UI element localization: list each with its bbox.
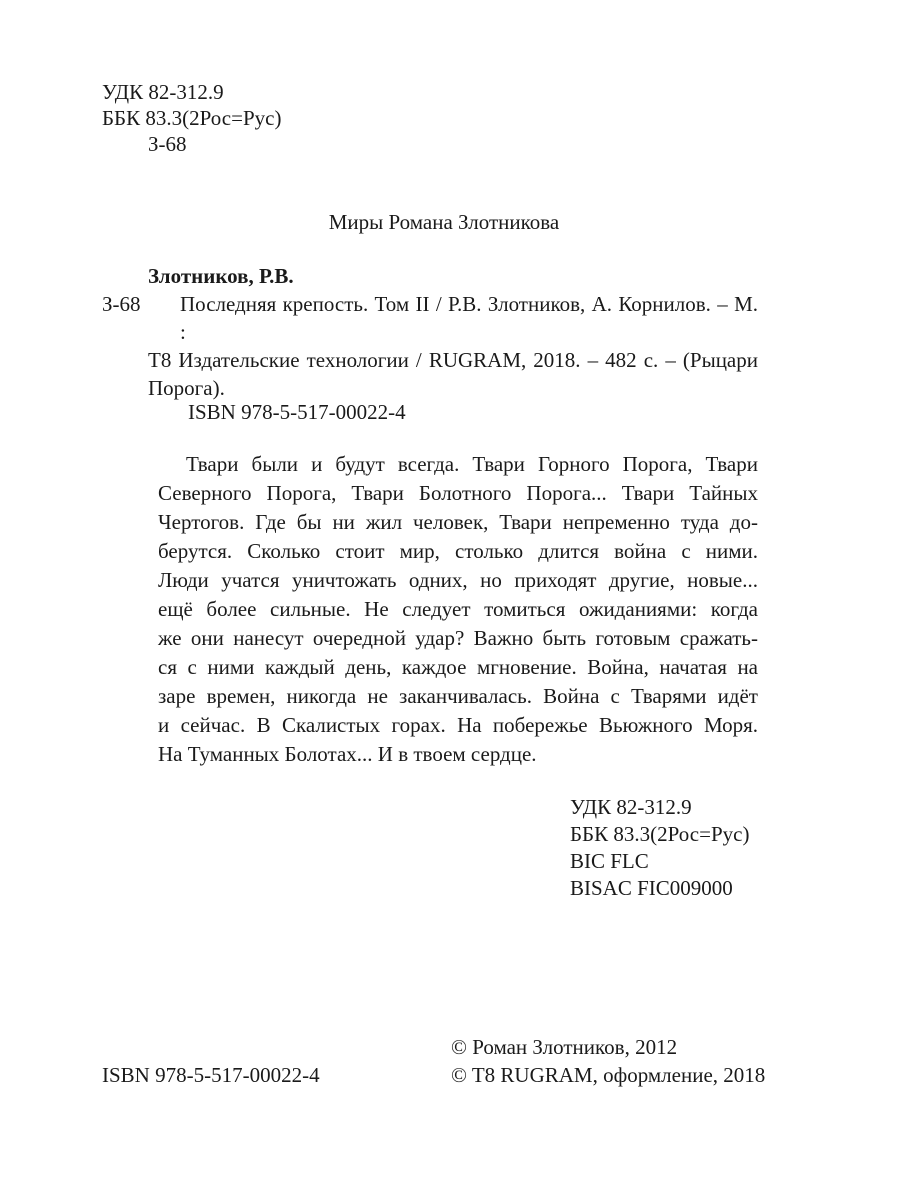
- annotation-line: Твари были и будут всегда. Твари Горного Порога, Твари: [186, 452, 758, 476]
- biblio-line: Порога).: [148, 376, 225, 400]
- class-udk: УДК 82-312.9: [570, 795, 692, 819]
- annotation-line: На Туманных Болотах... И в твоем сердце.: [158, 742, 537, 766]
- annotation-line: Северного Порога, Твари Болотного Порога... Твари Тайных: [158, 481, 758, 505]
- annotation-line: же они нанесут очередной удар? Важно быть готовым сражать-: [158, 626, 758, 650]
- annotation-line: берутся. Сколько стоит мир, столько длится война с ними.: [158, 539, 758, 563]
- annotation-line: ещё более сильные. Не следует томиться ожиданиями: когда: [158, 597, 758, 621]
- class-bic: BIC FLC: [570, 849, 649, 873]
- annotation-line: заре времен, никогда не заканчивалась. Война с Тварями идёт: [158, 684, 758, 708]
- header-author-mark: З-68: [148, 132, 187, 156]
- annotation-line: и сейчас. В Скалистых горах. На побережье Вьюжного Моря.: [158, 713, 758, 737]
- copyright-publisher: © T8 RUGRAM, оформление, 2018: [451, 1063, 766, 1087]
- annotation: [158, 450, 758, 769]
- catalog-mark: З-68: [102, 292, 141, 316]
- biblio-line: Т8 Издательские технологии / RUGRAM, 2018. – 482 с. – (Рыцари: [148, 348, 758, 372]
- header-udk: УДК 82-312.9: [102, 80, 224, 104]
- header-bbk: ББК 83.3(2Рос=Рус): [102, 106, 282, 130]
- annotation-line: Люди учатся уничтожать одних, но приходят другие, новые...: [158, 568, 758, 592]
- class-bbk: ББК 83.3(2Рос=Рус): [570, 822, 750, 846]
- isbn-line: ISBN 978-5-517-00022-4: [188, 400, 406, 424]
- annotation-line: Чертогов. Где бы ни жил человек, Твари непременно туда до-: [158, 510, 758, 534]
- copyright-author: © Роман Злотников, 2012: [451, 1035, 678, 1059]
- annotation-line: ся с ними каждый день, каждое мгновение. Война, начатая на: [158, 655, 758, 679]
- biblio-line: Последняя крепость. Том II / Р.В. Злотников, А. Корнилов. – М. :: [180, 292, 758, 344]
- class-bisac: BISAC FIC009000: [570, 876, 733, 900]
- footer-isbn: ISBN 978-5-517-00022-4: [102, 1063, 320, 1087]
- bibliographic-description: [148, 290, 758, 402]
- author-heading: Злотников, Р.В.: [148, 264, 294, 288]
- series-title: Миры Романа Злотникова: [328, 210, 560, 234]
